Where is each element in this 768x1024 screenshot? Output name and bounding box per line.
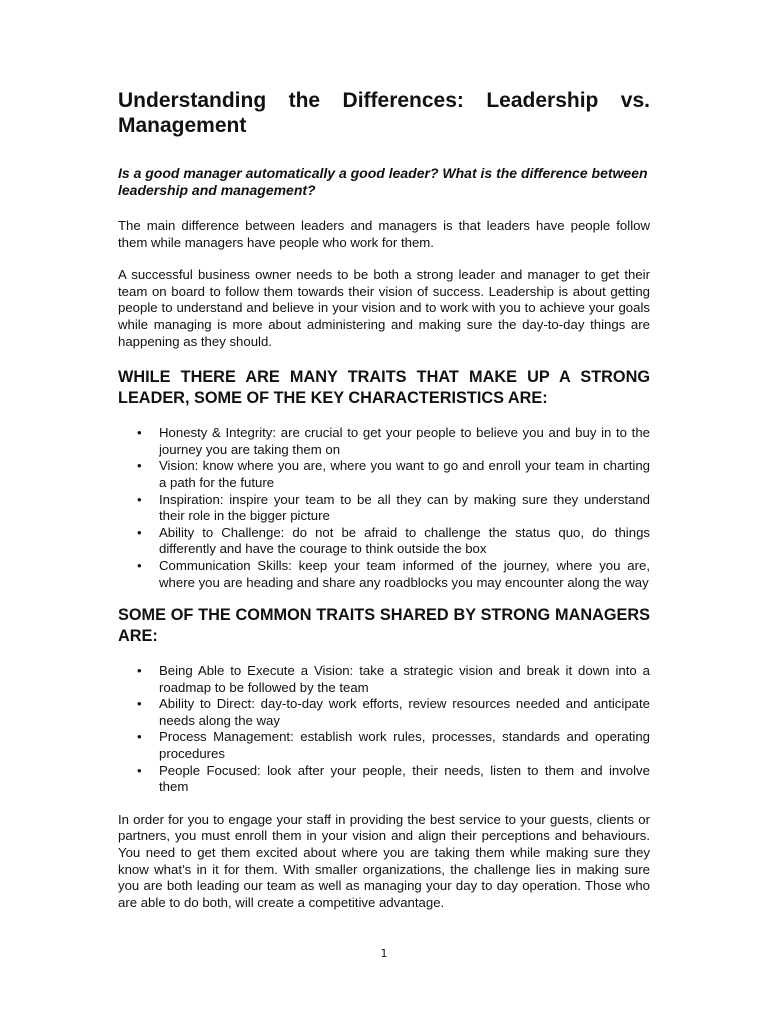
list-item (137, 458, 650, 491)
list-item (137, 729, 650, 762)
page-content (118, 88, 650, 911)
list-item-text: Vision: know where you are, where you want to go and enroll your team in charting a path for the future (159, 458, 650, 490)
bullet-icon: • (137, 524, 142, 540)
list-item (137, 491, 650, 525)
list-item-text: Honesty & Integrity: are crucial to get your people to believe you and buy in to the journey you are taking them on (159, 425, 650, 457)
bullet-icon: • (137, 557, 142, 573)
manager-traits-heading: SOME OF THE COMMON TRAITS SHARED BY STRONG MANAGERS ARE: (118, 606, 650, 646)
closing-paragraph: In order for you to engage your staff in providing the best service to your guests, clients or partners, you must enroll them in your vision and align their perceptions and behaviours. You need to get them excited about where you are taking them while making sure they know what’s in it for them. With smaller organizations, the challenge lies in making sure you are both leading our team as well as managing your day to day operation. Those who are able to do both, will create a competitive advantage. (118, 811, 650, 910)
page-title: Understanding the Differences: Leadership vs. Management (118, 89, 650, 137)
list-item-text: People Focused: look after your people, their needs, listen to them and involve them (159, 762, 650, 795)
page-number: 1 (380, 947, 388, 960)
body-paragraph: A successful business owner needs to be both a strong leader and manager to get their team on board to follow them towards their vision of success. Leadership is about getting people to understand and believe in your vision and to work with you to achieve your goals while managing is more about administering and making sure the day-to-day things are happening as they should. (118, 267, 650, 349)
list-item-text: Ability to Direct: day-to-day work efforts, review resources needed and anticipate needs along the way (159, 696, 650, 728)
list-item (137, 557, 650, 591)
list-item (137, 524, 650, 558)
bullet-icon: • (137, 663, 142, 679)
list-item (137, 425, 650, 458)
bullet-icon: • (137, 696, 142, 712)
subtitle: Is a good manager automatically a good leader? What is the difference between leadership and management? (118, 165, 648, 198)
intro-paragraph: The main difference between leaders and managers is that leaders have people follow them while managers have people who work for them. (118, 218, 650, 250)
list-item-text: Process Management: establish work rules, processes, standards and operating procedures (159, 729, 650, 762)
bullet-icon: • (137, 491, 142, 507)
list-item-text: Inspiration: inspire your team to be all they can by making sure they understand their role in the bigger picture (159, 491, 650, 524)
bullet-icon: • (137, 762, 142, 778)
list-item (137, 663, 650, 696)
list-item-text: Being Able to Execute a Vision: take a strategic vision and break it down into a roadmap to be followed by the team (159, 663, 650, 695)
bullet-icon: • (137, 425, 142, 441)
bullet-icon: • (137, 458, 142, 474)
bullet-icon: • (137, 729, 142, 745)
manager-traits-list (118, 663, 650, 796)
list-item (137, 696, 650, 729)
list-item (137, 762, 650, 796)
leader-traits-heading: WHILE THERE ARE MANY TRAITS THAT MAKE UP A STRONG LEADER, SOME OF THE KEY CHARACTERISTICS ARE: (118, 368, 650, 408)
leader-traits-list (118, 425, 650, 591)
list-item-text: Ability to Challenge: do not be afraid to challenge the status quo, do things differently and have the courage to think outside the box (159, 524, 650, 557)
list-item-text: Communication Skills: keep your team informed of the journey, where you are, where you are heading and share any roadblocks you may encounter along the way (159, 557, 650, 590)
